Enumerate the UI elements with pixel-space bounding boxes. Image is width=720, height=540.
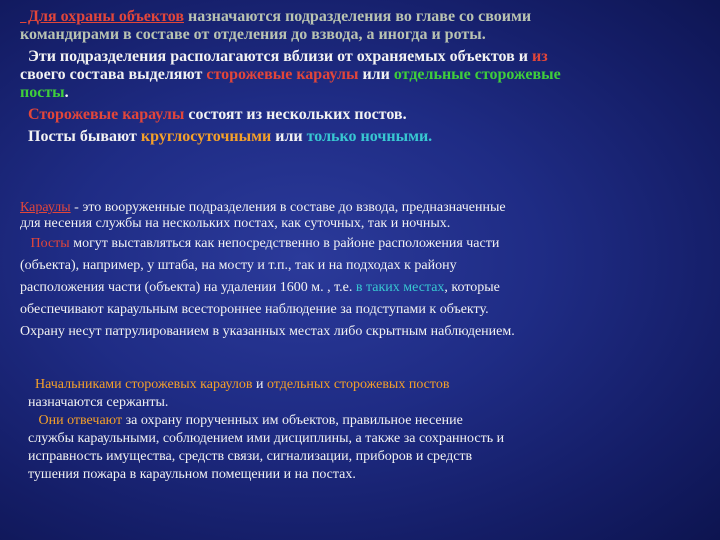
text-run: назначаются подразделения во главе со своими [184,8,532,25]
text-run: могут выставляться как непосредственно в районе расположения части [69,236,500,251]
highlight-phrase: из [532,48,548,65]
text-line: службы караульными, соблюдением ими дисциплины, а также за сохранность и [28,431,505,446]
text-line [20,128,704,146]
text-line: исправность имущества, средств связи, сигнализации, приборов и средств [28,449,473,464]
text-line: (объекта), например, у штаба, на мосту и т.п., так и на подходах к району [20,258,457,273]
highlight-phrase: Сторожевые караулы [20,106,185,123]
text-line [28,412,704,430]
text-line [28,376,704,394]
text-line: командирами в составе от отделения до взвода, а иногда и роты. [20,26,486,43]
text-line [20,200,704,216]
highlight-phrase: Караулы [20,200,71,215]
highlight-phrase: Для охраны объектов [20,8,184,25]
text-line [20,106,704,124]
text-line: обеспечивают караульным всестороннее наблюдение за подступами к объекту. [20,302,489,317]
text-run: или [271,128,307,145]
highlight-phrase: только ночными. [306,128,433,145]
highlight-phrase: сторожевые караулы [206,66,359,83]
text-run: расположения части (объекта) на удалении 1600 м. , т.е. [20,280,356,295]
highlight-phrase: Начальниками сторожевых караулов [28,377,253,392]
highlight-phrase: отдельные сторожевые [393,66,561,83]
text-run: Эти подразделения располагаются вблизи от охраняемых объектов и [20,48,533,65]
text-run: или [358,66,394,83]
text-run: и [252,377,267,392]
section-guard-units [20,8,704,146]
text-line [20,278,704,297]
highlight-phrase: Посты [20,236,70,251]
text-line [20,66,704,84]
text-line [20,8,704,26]
text-run: , которые [444,280,500,295]
text-run: за охрану порученных им объектов, правильное несение [122,413,463,428]
highlight-phrase: посты [20,84,65,101]
text-line: Охрану несут патрулированием в указанных местах либо скрытным наблюдением. [20,324,515,339]
text-run: Посты бывают [20,128,141,145]
highlight-phrase: круглосуточными [140,128,272,145]
highlight-phrase: Они отвечают [28,413,123,428]
text-run: состоят из нескольких постов. [184,106,407,123]
highlight-phrase: отдельных сторожевых постов [266,377,450,392]
text-line [20,234,704,253]
section-commanders [28,376,704,484]
text-line [20,48,704,66]
highlight-phrase: в таких местах [355,280,445,295]
text-line: тушения пожара в караульном помещении и на постах. [28,467,356,482]
text-run: своего состава выделяют [20,66,207,83]
text-line: для несения службы на нескольких постах, как суточных, так и ночных. [20,216,451,231]
text-line: назначаются сержанты. [28,395,169,410]
text-run: . [64,84,69,101]
text-run: - это вооруженные подразделения в составе до взвода, предназначенные [70,200,506,215]
text-line [20,84,704,102]
section-karauly [20,200,704,341]
